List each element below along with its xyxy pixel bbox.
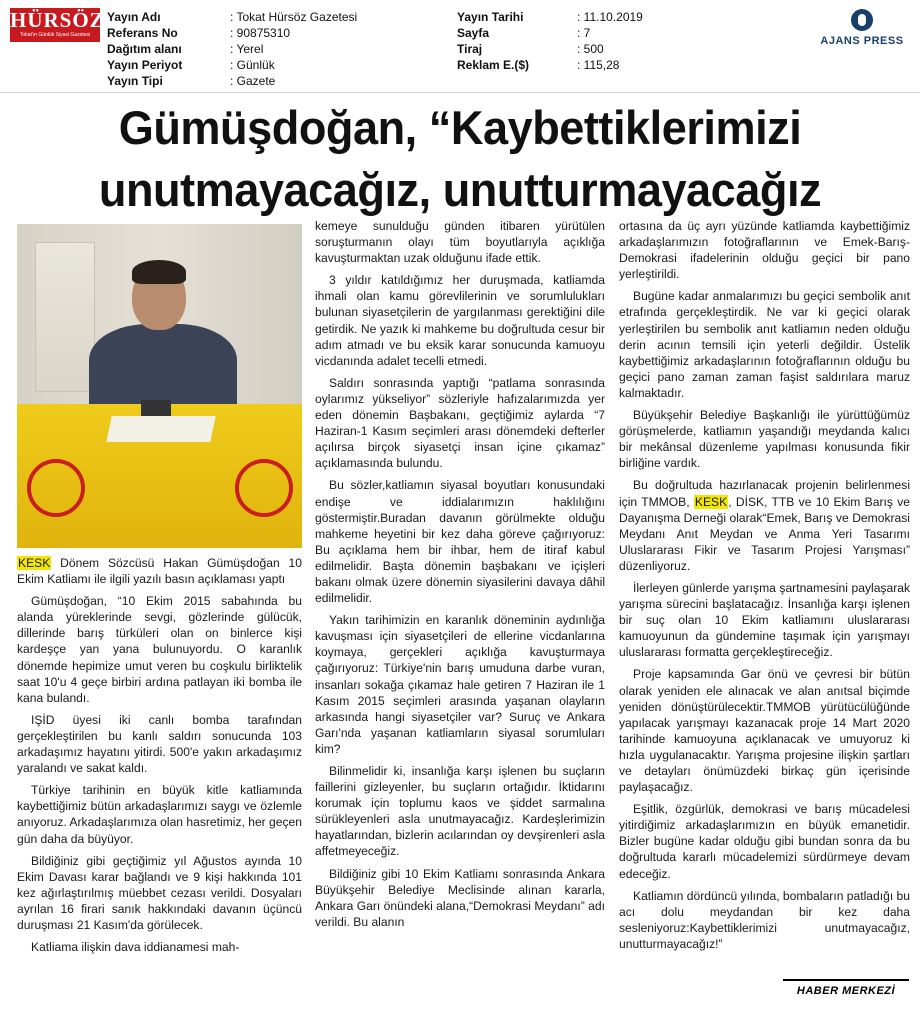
paragraph: Saldırı sonrasında yaptığı “patlama sonrasında oylarımız yükseliyor” sözleriyle hafızalarımızda yer eden dönemin Başbakanı, geçtiğimiz aylarda “7 Haziran-1 Kasım seçimleri arası dönemdeki defterler açılırsa birçok siyasetçi insan içine çıkamaz” açıklamasında bulundu. — [315, 375, 605, 471]
paragraph: Katliama ilişkin dava iddianamesi mah- — [31, 940, 240, 955]
column-2 — [315, 218, 605, 936]
meta-label: Tiraj — [457, 42, 483, 56]
paragraph: Eşitlik, özgürlük, demokrasi ve barış mücadelesi yitirdiğimiz arkadaşlarımızın en büyük emanetidir. Bizler bugüne kadar olduğu gibi bundan sonra da bu doğrultuda kararlı mücadelemizi sürdürmeye devam edeceğiz. — [619, 802, 910, 881]
photo-emblem-left — [27, 459, 85, 517]
meta-label: Sayfa — [457, 26, 490, 40]
byline-haber-merkezi: HABER MERKEZİ — [783, 979, 909, 999]
paragraph — [619, 477, 910, 574]
paragraph: Bilinmelidir ki, insanlığa karşı işlenen bu suçların faillerini gizleyenler, bu suçların ortağıdır. İktidarını korumak için toplumu kaos ve şiddet sarmalına sürükleyenleri asla unutmayacağız. Kardeşlerimizin hayatlarından, bizlerin acılarından oy devşirenleri asla affetmeyeceğiz. — [315, 764, 605, 859]
column-1 — [17, 555, 302, 961]
photo-emblem-right — [235, 459, 293, 517]
meta-value: : Günlük — [230, 58, 275, 72]
headline-line-1: Gümüşdoğan, “Kaybettiklerimizi — [118, 101, 802, 154]
meta-value: : 11.10.2019 — [577, 10, 643, 24]
article-photo — [17, 224, 302, 548]
photo-person-hair — [132, 260, 186, 284]
meta-value: : 115,28 — [577, 58, 620, 72]
paragraph: Büyükşehir Belediye Başkanlığı ile yürüttüğümüz görüşmelerde, katliamın yaşandığı meydanda kalıcı bir mekânsal düzenleme yapılması konusunda fikir birliğine vardık. — [619, 408, 910, 471]
column-3 — [619, 218, 910, 958]
paragraph-part: Bu doğrultuda hazırlanacak projenin belirlenmesi için TMMOB, — [619, 478, 910, 509]
paragraph: Bugüne kadar anmalarımızı bu geçici sembolik anıt etrafında gerçekleştirdik. Ne var ki geçici olarak yerleştirilen bu sembolik anıt katliamın neden olduğu derin acının temsili için yeterli değildir. Üstelik kaybettiğimiz arkadaşlarının fotoğraflarının olduğu bu geçici pano zaman zaman faşist saldırılara maruz kalmaktadır. — [619, 289, 910, 400]
logo-subtitle: Tokat'ın Günlük Siyasi Gazetesi — [19, 32, 91, 38]
newspaper-logo — [10, 8, 105, 42]
caption-text: Dönem Sözcüsü Hakan Gümüşdoğan 10 Ekim Katliamı ile ilgili yazılı basın açıklaması yaptı — [17, 556, 302, 587]
meta-label: Reklam E.($) — [457, 58, 530, 72]
paragraph: ortasına da üç ayrı yüzünde katliamda kaybettiğimiz arkadaşlarımızın fotoğraflarının ve Emek-Barış-Demokrasi ifadelerinin olduğu geçici bir pano yerleştirildi. — [619, 219, 910, 282]
paragraph: IŞİD üyesi iki canlı bomba tarafından gerçekleştirilen bu kanlı saldırı sonucunda 103 arkadaşımız hayatını yitirdi. 500'e yakın arkadaşımız yaralandı ve sakat kaldı. — [17, 712, 302, 776]
kesk-highlight: KESK — [694, 494, 728, 509]
meta-label: Yayın Tarihi — [457, 10, 524, 24]
paragraph: 3 yıldır katıldığımız her duruşmada, katliamda ihmali olan kamu görevlilerinin ve sorumlulukları bulunan siyasetçilerin de yargılanması gerektiğini dile getirdik. Ne yazık ki mahkeme bu doğrultuda cesur bir adım atmadı ve bu eksik karar sonucunda kamuoyu vicdanında adalet tecelli etmedi. — [315, 273, 605, 368]
meta-label: Yayın Adı — [107, 10, 161, 24]
photo-paper — [106, 416, 216, 442]
meta-value: : Gazete — [230, 74, 276, 88]
ajans-press-logo — [812, 9, 912, 49]
logo-text: HÜRSÖZ — [10, 8, 105, 32]
meta-value: : 500 — [577, 42, 604, 56]
paragraph-part: , DİSK, TTB ve 10 Ekim Barış ve Dayanışma Derneği olarak“Emek, Barış ve Demokrasi Meydanı Anıt Meydan ve Anma Yeri Tasarımı Uluslararası Fikir ve Tasarım Projesi Yarışması” düzenliyoruz. — [619, 494, 910, 573]
kesk-highlight: KESK — [18, 556, 51, 570]
photo-caption — [17, 555, 302, 587]
meta-label: Yayın Tipi — [107, 74, 163, 88]
paragraph: İlerleyen günlerde yarışma şartnamesini paylaşarak yarışma sürecini başlatacağız. İnsanlığa karşı işlenen bir suç olan 10 Ekim katliamını uluslararası kamuoyunun da gündemine taşımak için yarışmayı uluslararası formatta gerçekleştireceğiz. — [619, 580, 910, 660]
meta-value: : 90875310 — [230, 26, 291, 40]
paragraph: Katliamın dördüncü yılında, bombaların patladığı bu acı dolu meydandan bir kez daha sesleniyoruz:Kaybettiklerimizi unutmayacağız, unutturmayacağız!” — [619, 888, 910, 951]
meta-value: : 7 — [577, 26, 591, 40]
headline — [28, 97, 892, 221]
article — [0, 93, 920, 1027]
paragraph: Bu sözler,katliamın siyasal boyutları konusundaki endişe ve iddialarımızın haklılığını göstermiştir.Buradan davanın görülmekte olduğu mahkeme heyetini bir kez daha göreve çağırıyoruz: Bu açıklama hem bir ihbar, hem de itiraf kabul edilmelidir. Başta dönemin başbakanı ve içişleri bakanı olmak üzere dönemin siyasilerini davaya dâhil edilmelidir. — [315, 478, 605, 606]
meta-value: : Yerel — [230, 42, 264, 56]
paragraph: Gümüşdoğan, “10 Ekim 2015 sabahında bu alanda yüreklerinde sevgi, gözlerinde gülücük, dillerinde barış türküleri olan on binlerce kişi kardeşçe yan yana bulunuyordu. O karanlık dönemde hepimize umut veren bu coşkulu birliktelik saat 10'u 4 geçe birbiri ardına patlayan iki bomba ile kana bulandı. — [17, 594, 302, 705]
meta-label: Dağıtım alanı — [107, 42, 182, 56]
meta-label: Yayın Periyot — [107, 58, 183, 72]
headline-line-2: unutmayacağız, unutturmayacağız — [98, 163, 822, 216]
paragraph: Bildiğiniz gibi 10 Ekim Katliamı sonrasında Ankara Büyükşehir Belediye Meclisinde alınan kararla, Ankara Garı önündeki alana,“Demokrasi Meydanı” adı verildi. Bu alanın — [315, 866, 605, 929]
meta-value: : Tokat Hürsöz Gazetesi — [230, 10, 358, 24]
paragraph: Yakın tarihimizin en karanlık döneminin aydınlığa kavuşması için siyasetçileri de ellerine vicdanlarına koymaya, gerçekleri açıklığa kavuşturmaya çağırıyoruz: Türkiye'nin barış umuduna darbe vuran, insanları sokağa çıkamaz hale getiren 7 Haziran ile 1 Kasım 2015 seçimleri arasında yaşanan olayların arkasında hangi siyasetçiler var? Suruç ve Ankara Garı'nda yaşanan katliamların siyasal sorumluları kim? — [315, 613, 605, 756]
paragraph: Bildiğiniz gibi geçtiğimiz yıl Ağustos ayında 10 Ekim Davası karar bağlandı ve 9 kişi hakkında 101 kez ağırlaştırılmış müebbet cezası verildi. Dosyaları ayrılan 16 firari sanık hakkındaki davanın üçüncü duruşması 21 Kasım'da görülecek. — [17, 853, 302, 932]
photo-recorder — [141, 400, 171, 416]
clipping-header — [0, 0, 920, 92]
paragraph: kemeye sunulduğu günden itibaren yürütülen soruşturmanın olayı tüm boyutlarıyla açıklığa kavuşturmaktan uzak olduğunu ifade ettik. — [315, 219, 605, 266]
ajans-press-icon — [851, 9, 873, 31]
ajans-press-name: AJANS PRESS — [820, 35, 904, 47]
meta-label: Referans No — [107, 26, 178, 40]
paragraph: Türkiye tarihinin en büyük kitle katliamında kaybettiğimiz bütün arkadaşlarımızı saygı ve özlemle anıyoruz. Arkadaşlarımıza olan hasretimiz, her geçen gün daha da büyüyor. — [17, 783, 303, 846]
photo-window — [35, 242, 95, 392]
paragraph: Proje kapsamında Gar önü ve çevresi bir bütün olarak yeniden ele alınacak ve alan anıtsal biçimde yeniden dönüştürülecektir.TMMOB yürütücülüğünde yapılacak yarışmayı kazanacak proje 14 Mart 2020 tarihinde kamuoyuna açıklanacak ve umuyoruz ki hızla uygulanacaktır. Yarışma projesine ilişkin şartları ve detayları önümüzdeki birkaç gün içerisinde paylaşacağız. — [619, 667, 910, 795]
